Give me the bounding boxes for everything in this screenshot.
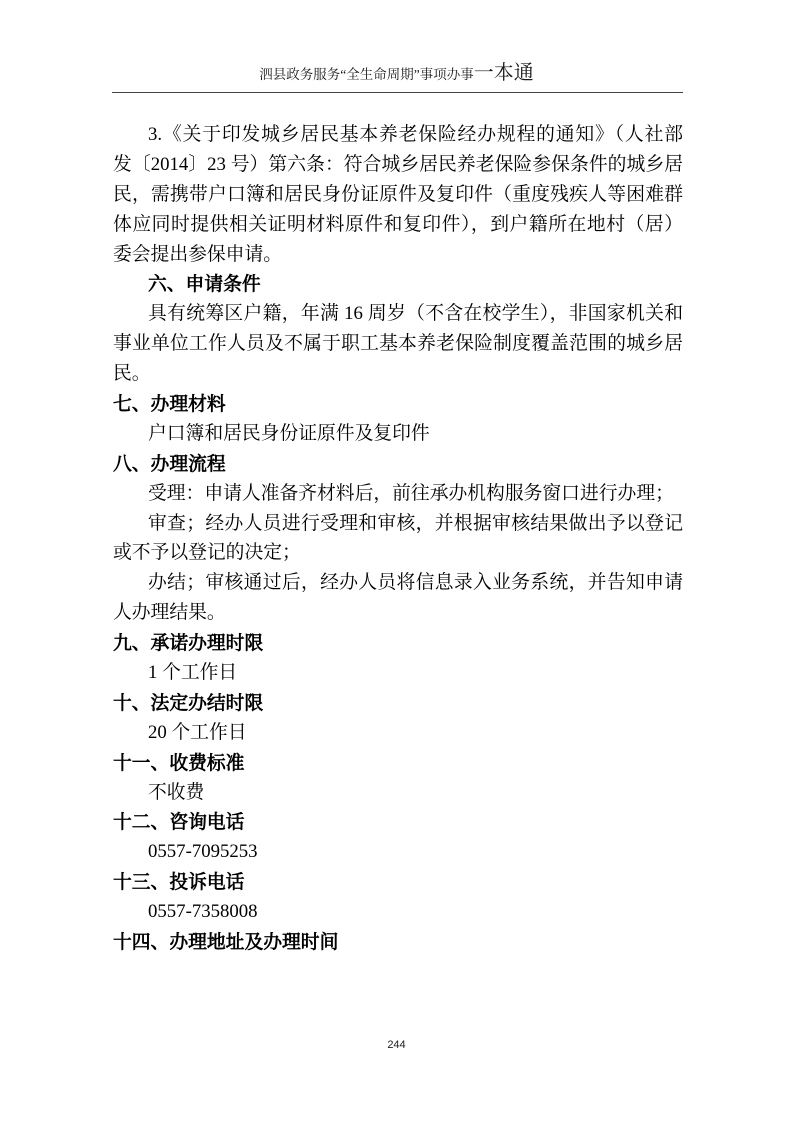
policy-basis-paragraph	[113, 120, 683, 269]
text-line: 人办理结果。	[113, 602, 226, 624]
section-heading: 十一、收费标准	[113, 751, 245, 773]
text-line: 事业单位工作人员及不属于职工基本养老保险制度覆盖范围的城乡居	[113, 333, 683, 355]
legal-time-value: 20 个工作日	[148, 721, 247, 743]
section-heading: 十二、咨询电话	[113, 811, 245, 833]
section-promised-time	[113, 628, 683, 688]
section-heading: 七、办理材料	[113, 393, 226, 415]
text-line: 3.《关于印发城乡居民基本养老保险经办规程的通知》（人社部	[148, 124, 683, 145]
text-line: 委会提出参保申请。	[113, 243, 283, 265]
section-address-hours	[113, 927, 683, 957]
text-line: 体应同时提供相关证明材料原件和复印件），到户籍所在地村（居）	[113, 213, 683, 235]
section-heading: 九、承诺办理时限	[113, 632, 264, 654]
text-line: 具有统筹区户籍，年满 16 周岁（不含在校学生），非国家机关和	[148, 303, 683, 325]
text-line: 民，需携带户口簿和居民身份证原件及复印件（重度残疾人等困难群	[113, 183, 683, 205]
section-heading: 十四、办理地址及办理时间	[113, 931, 339, 953]
section-consult-phone	[113, 807, 683, 867]
process-step-accept: 受理：申请人准备齐材料后，前往承办机构服务窗口进行办理；	[148, 482, 674, 504]
consult-phone-number: 0557-7095253	[148, 841, 258, 863]
page-number: 244	[387, 1039, 406, 1051]
promised-time-value: 1 个工作日	[148, 662, 238, 684]
section-legal-time	[113, 688, 683, 748]
page-header	[0, 60, 793, 86]
text-line: 发〔2014〕23 号）第六条：符合城乡居民养老保险参保条件的城乡居	[113, 153, 683, 175]
section-fees	[113, 748, 683, 808]
process-step-review: 审查；经办人员进行受理和审核，并根据审核结果做出予以登记	[148, 512, 683, 534]
section-process	[113, 449, 683, 628]
section-heading: 八、办理流程	[113, 452, 226, 474]
section-application-conditions	[113, 269, 683, 389]
fees-value: 不收费	[148, 781, 205, 803]
complaint-phone-number: 0557-7358008	[148, 901, 258, 923]
text-line: 民。	[113, 363, 151, 385]
header-title-emphasis: 一本通	[473, 62, 534, 84]
section-complaint-phone	[113, 867, 683, 927]
text-line: 户口簿和居民身份证原件及复印件	[148, 422, 430, 444]
section-materials	[113, 389, 683, 449]
header-divider	[112, 92, 683, 93]
text-line: 或不予以登记的决定；	[113, 542, 301, 564]
process-step-complete: 办结；审核通过后，经办人员将信息录入业务系统，并告知申请	[148, 572, 683, 594]
section-heading: 十三、投诉电话	[113, 871, 245, 893]
section-heading: 十、法定办结时限	[113, 691, 264, 713]
header-title: 泗县政务服务“全生命周期”事项办事	[259, 67, 474, 82]
document-body	[113, 120, 683, 957]
section-heading: 六、申请条件	[148, 273, 261, 295]
